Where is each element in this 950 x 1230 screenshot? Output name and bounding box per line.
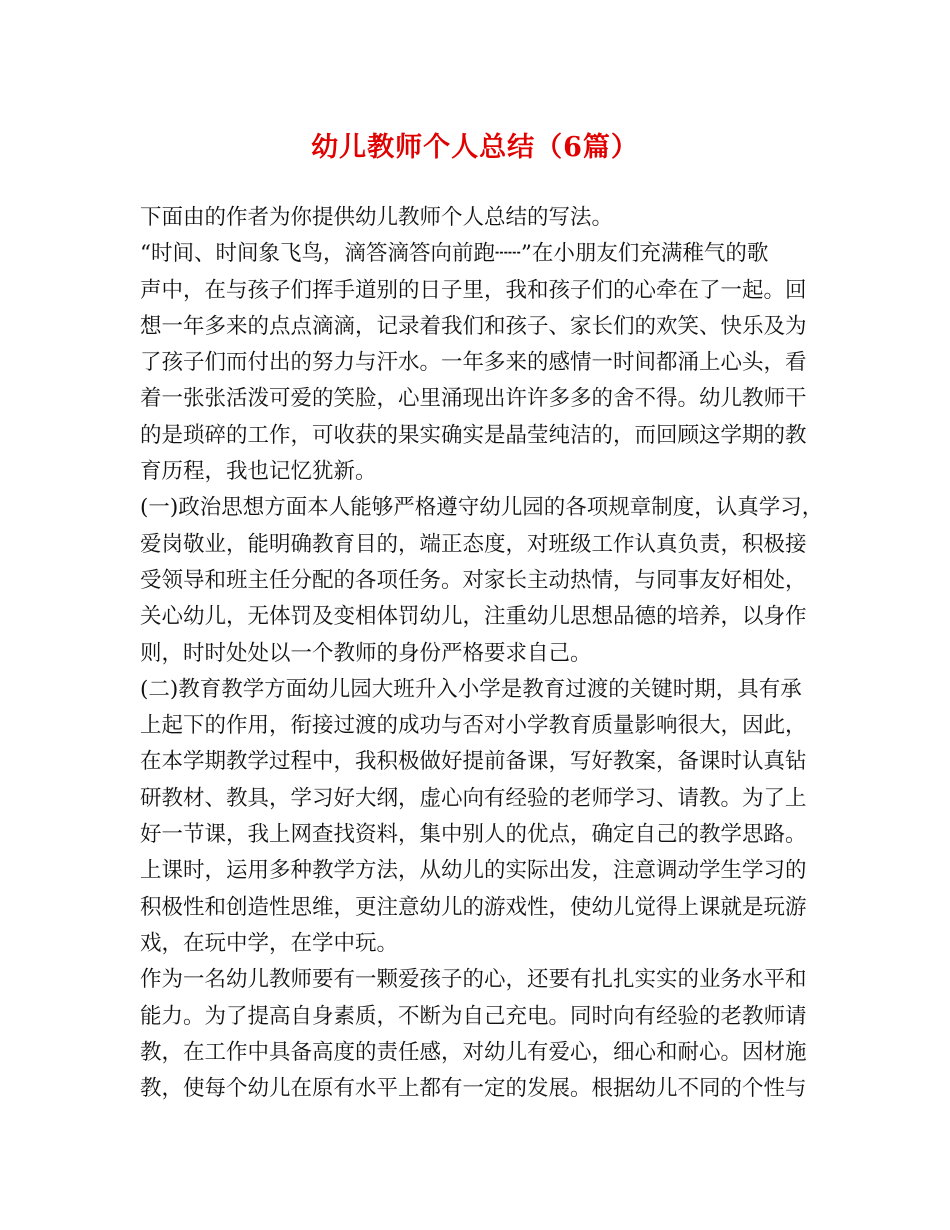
body-line: 教，使每个幼儿在原有水平上都有一定的发展。根据幼儿不同的个性与 [140, 1076, 807, 1102]
body-line: 积极性和创造性思维，更注意幼儿的游戏性，使幼儿觉得上课就是玩游 [140, 894, 807, 920]
body-line: 则，时时处处以一个教师的身份严格要求自己。 [140, 640, 592, 666]
body-line: “时间、时间象飞鸟，滴答滴答向前跑┄┄”在小朋友们充满稚气的歌 [140, 241, 769, 267]
body-line: 爱岗敬业，能明确教育目的，端正态度，对班级工作认真负责，积极接 [140, 531, 807, 557]
document-title: 幼儿教师个人总结（6篇） [311, 132, 639, 163]
body-line: 声中，在与孩子们挥手道别的日子里，我和孩子们的心牵在了一起。回 [140, 277, 807, 303]
body-line: 作为一名幼儿教师要有一颗爱孩子的心，还要有扎扎实实的业务水平和 [140, 967, 807, 993]
body-line: (二)教育教学方面幼儿园大班升入小学是教育过渡的关键时期，具有承 [140, 676, 802, 702]
body-line: 教，在工作中具备高度的责任感，对幼儿有爱心，细心和耐心。因材施 [140, 1039, 807, 1065]
body-line: 想一年多来的点点滴滴，记录着我们和孩子、家长们的欢笑、快乐及为 [140, 313, 807, 339]
body-line: 受领导和班主任分配的各项任务。对家长主动热情，与同事友好相处， [140, 567, 807, 593]
body-line: 戏，在玩中学，在学中玩。 [140, 930, 399, 956]
body-line: 的是琐碎的工作，可收获的果实确实是晶莹纯洁的，而回顾这学期的教 [140, 422, 807, 448]
body-line: 好一节课，我上网查找资料，集中别人的优点，确定自己的教学思路。 [140, 822, 807, 848]
body-line: 关心幼儿，无体罚及变相体罚幼儿，注重幼儿思想品德的培养，以身作 [140, 604, 807, 630]
body-line: 着一张张活泼可爱的笑脸，心里涌现出许许多多的舍不得。幼儿教师干 [140, 386, 807, 412]
body-line: 育历程，我也记忆犹新。 [140, 459, 377, 485]
body-line: (一)政治思想方面本人能够严格遵守幼儿园的各项规章制度，认真学习， [140, 495, 824, 521]
body-line: 能力。为了提高自身素质，不断为自己充电。同时向有经验的老教师请 [140, 1003, 807, 1029]
body-line: 研教材、教具，学习好大纲，虚心向有经验的老师学习、请教。为了上 [140, 785, 807, 811]
document-body [140, 200, 828, 1107]
body-line: 了孩子们而付出的努力与汗水。一年多来的感情一时间都涌上心头，看 [140, 350, 807, 376]
body-line: 下面由的作者为你提供幼儿教师个人总结的写法。 [140, 205, 614, 230]
body-line: 上起下的作用，衔接过渡的成功与否对小学教育质量影响很大，因此， [140, 713, 807, 739]
body-line: 在本学期教学过程中，我积极做好提前备课，写好教案，备课时认真钻 [140, 749, 807, 775]
body-line: 上课时，运用多种教学方法，从幼儿的实际出发，注意调动学生学习的 [140, 858, 807, 884]
